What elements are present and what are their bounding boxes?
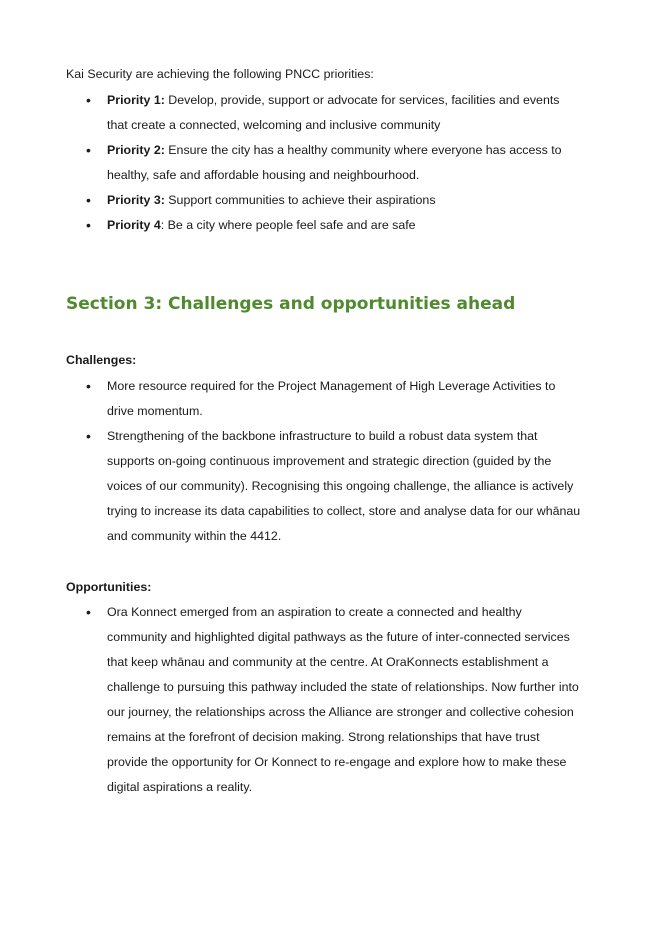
priority-label: Priority 4 [107, 218, 161, 232]
priority-text: Ensure the city has a healthy community where everyone has access to healthy, safe and affordable housing and neighbourhood. [107, 143, 562, 182]
priority-label: Priority 3: [107, 193, 165, 207]
opportunities-list [0, 600, 645, 800]
priority-label: Priority 1: [107, 93, 165, 107]
list-item: • More resource required for the Project Management of High Leverage Activities to drive momentum. [0, 374, 645, 424]
priority-text: Support communities to achieve their aspirations [164, 193, 436, 207]
list-item [0, 213, 645, 238]
list-item [0, 138, 645, 188]
list-item: • Ora Konnect emerged from an aspiration to create a connected and healthy community and highlighted digital pathways as the future of inter-connected services that keep whānau and community at the centre. At OraKonnects establishment a challenge to pursuing this pathway included the state of relationships. Now further into our journey, the relationships across the Alliance are stronger and collective cohesion remains at the forefront of decision making. Strong relationships that have trust provide the opportunity for Or Konnect to re-engage and explore how to make these digital aspirations a reality. [0, 600, 645, 800]
section-title: Section 3: Challenges and opportunities ahead [66, 294, 516, 314]
list-item [0, 188, 645, 213]
challenges-list [0, 374, 645, 549]
priority-text: : Be a city where people feel safe and are safe [160, 218, 416, 232]
priority-list [0, 88, 645, 238]
challenges-heading: Challenges: [66, 353, 137, 367]
list-item: • Strengthening of the backbone infrastructure to build a robust data system that supports on-going continuous improvement and strategic direction (guided by the voices of our community). Recognising this ongoing challenge, the alliance is actively trying to increase its data capabilities to collect, store and analyse data for our whānau and community within the 4412. [0, 424, 645, 549]
priority-text: Develop, provide, support or advocate for services, facilities and events that create a connected, welcoming and inclusive community [107, 93, 560, 132]
priority-label: Priority 2: [107, 143, 165, 157]
intro-text: Kai Security are achieving the following PNCC priorities: [66, 67, 374, 81]
opportunities-heading: Opportunities: [66, 580, 152, 594]
list-item [0, 88, 645, 138]
